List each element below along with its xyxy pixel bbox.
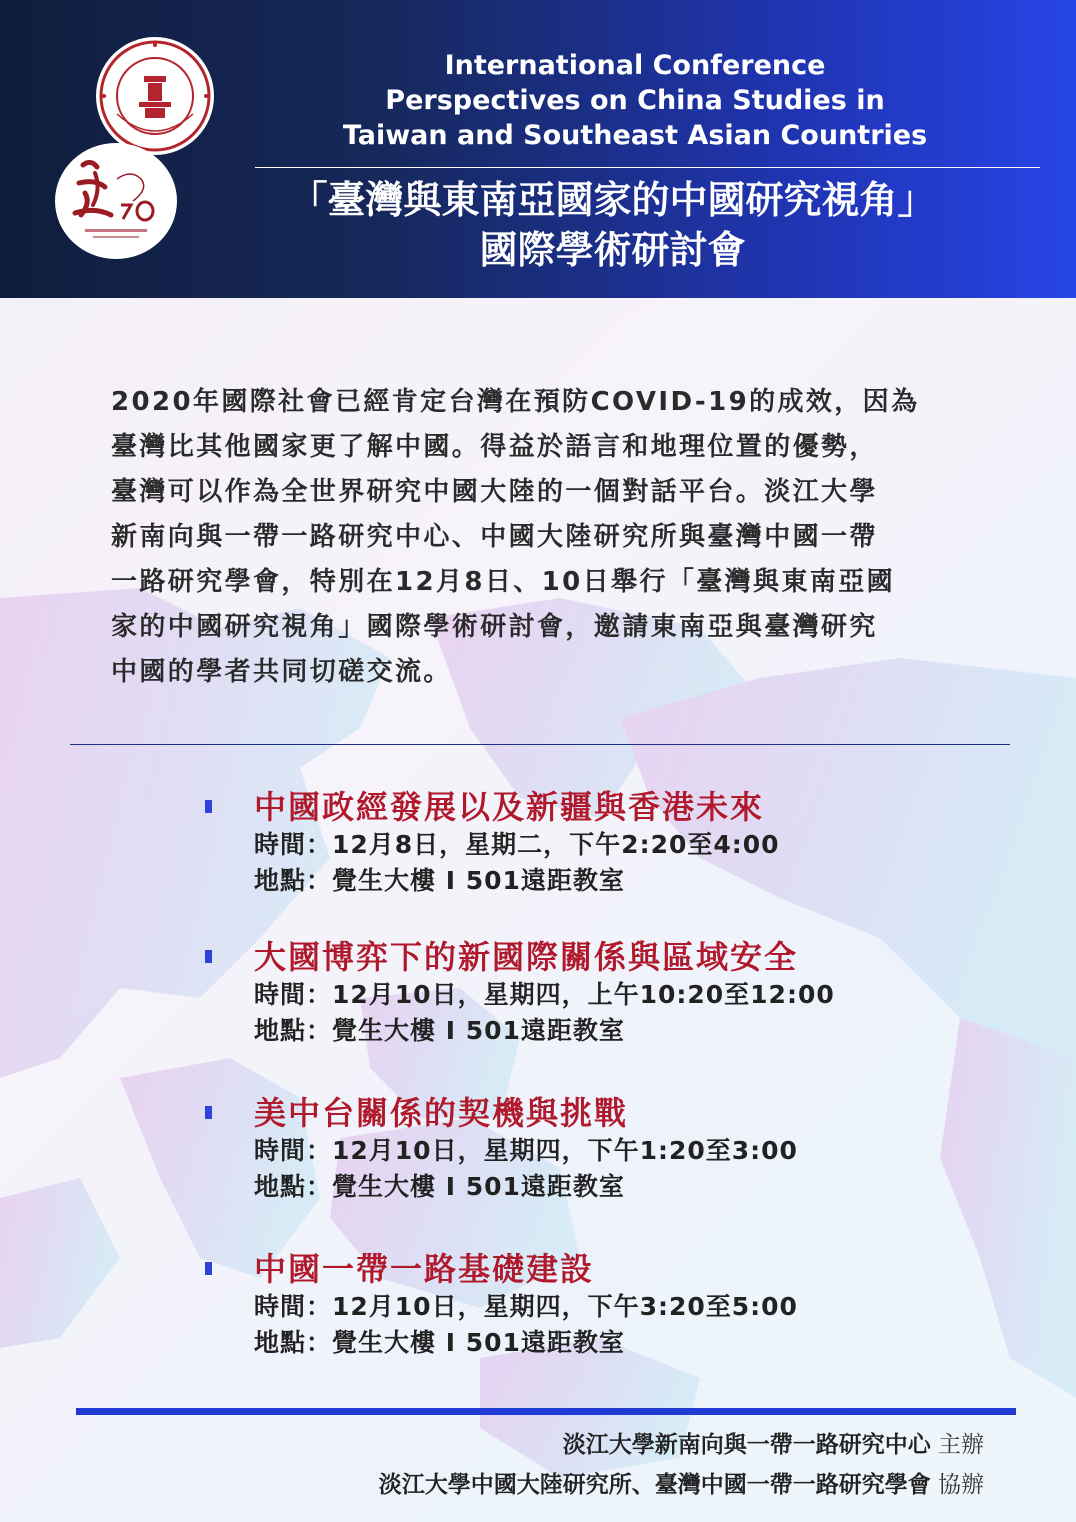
co-host-name: 淡江大學中國大陸研究所、臺灣中國一帶一路研究學會 [378, 1472, 931, 1498]
intro-paragraph [111, 380, 986, 695]
bullet-icon [205, 950, 212, 963]
header-banner [0, 0, 1076, 298]
intro-line: 2020年國際社會已經肯定台灣在預防COVID-19的成效，因為 [111, 387, 920, 417]
session-place: 地點：覺生大樓 I 501遠距教室 [254, 866, 625, 895]
intro-line: 家的中國研究視角」國際學術研討會，邀請東南亞與臺灣研究 [111, 612, 878, 642]
session-title: 中國一帶一路基礎建設 [254, 1250, 595, 1288]
section-divider [70, 744, 1010, 745]
bullet-icon [205, 1106, 212, 1119]
session-place: 地點：覺生大樓 I 501遠距教室 [254, 1328, 625, 1357]
chinese-title [250, 175, 975, 275]
tamkang-university-seal-icon [95, 36, 215, 156]
intro-line: 臺灣可以作為全世界研究中國大陸的一個對話平台。淡江大學 [111, 477, 878, 507]
session-time: 時間：12月10日，星期四，下午1:20至3:00 [254, 1136, 798, 1165]
host-role: 主辦 [938, 1432, 984, 1458]
english-title-line: Taiwan and Southeast Asian Countries [342, 120, 928, 151]
session-place: 地點：覺生大樓 I 501遠距教室 [254, 1016, 625, 1045]
co-host-organizer [379, 1470, 984, 1500]
footer-divider [76, 1408, 1016, 1415]
intro-line: 臺灣比其他國家更了解中國。得益於語言和地理位置的優勢， [111, 432, 878, 462]
intro-line: 中國的學者共同切磋交流。 [111, 657, 452, 687]
chinese-title-line: 國際學術研討會 [479, 228, 746, 272]
70th-anniversary-logo [55, 143, 177, 259]
session-title: 美中台關係的契機與挑戰 [254, 1094, 629, 1132]
session-place: 地點：覺生大樓 I 501遠距教室 [254, 1172, 625, 1201]
session-time: 時間：12月10日，星期四，下午3:20至5:00 [254, 1292, 798, 1321]
70th-anniversary-logo-icon [55, 143, 177, 259]
session-title: 大國博弈下的新國際關係與區域安全 [254, 938, 799, 976]
host-name: 淡江大學新南向與一帶一路研究中心 [562, 1432, 931, 1458]
intro-line: 一路研究學會，特別在12月8日、10日舉行「臺灣與東南亞國 [111, 567, 896, 597]
session-time: 時間：12月8日，星期二，下午2:20至4:00 [254, 830, 780, 859]
intro-line: 新南向與一帶一路研究中心、中國大陸研究所與臺灣中國一帶 [111, 522, 878, 552]
english-title [330, 48, 940, 153]
header-divider [255, 167, 1040, 168]
co-host-role: 協辦 [938, 1472, 984, 1498]
english-title-line: International Conference [444, 50, 826, 81]
chinese-title-line: 「臺灣與東南亞國家的中國研究視角」 [289, 178, 936, 222]
english-title-line: Perspectives on China Studies in [385, 85, 885, 116]
bullet-icon [205, 1262, 212, 1275]
host-organizer [563, 1430, 984, 1460]
session-title: 中國政經發展以及新疆與香港未來 [254, 788, 765, 826]
session-time: 時間：12月10日，星期四，上午10:20至12:00 [254, 980, 835, 1009]
bullet-icon [205, 800, 212, 813]
